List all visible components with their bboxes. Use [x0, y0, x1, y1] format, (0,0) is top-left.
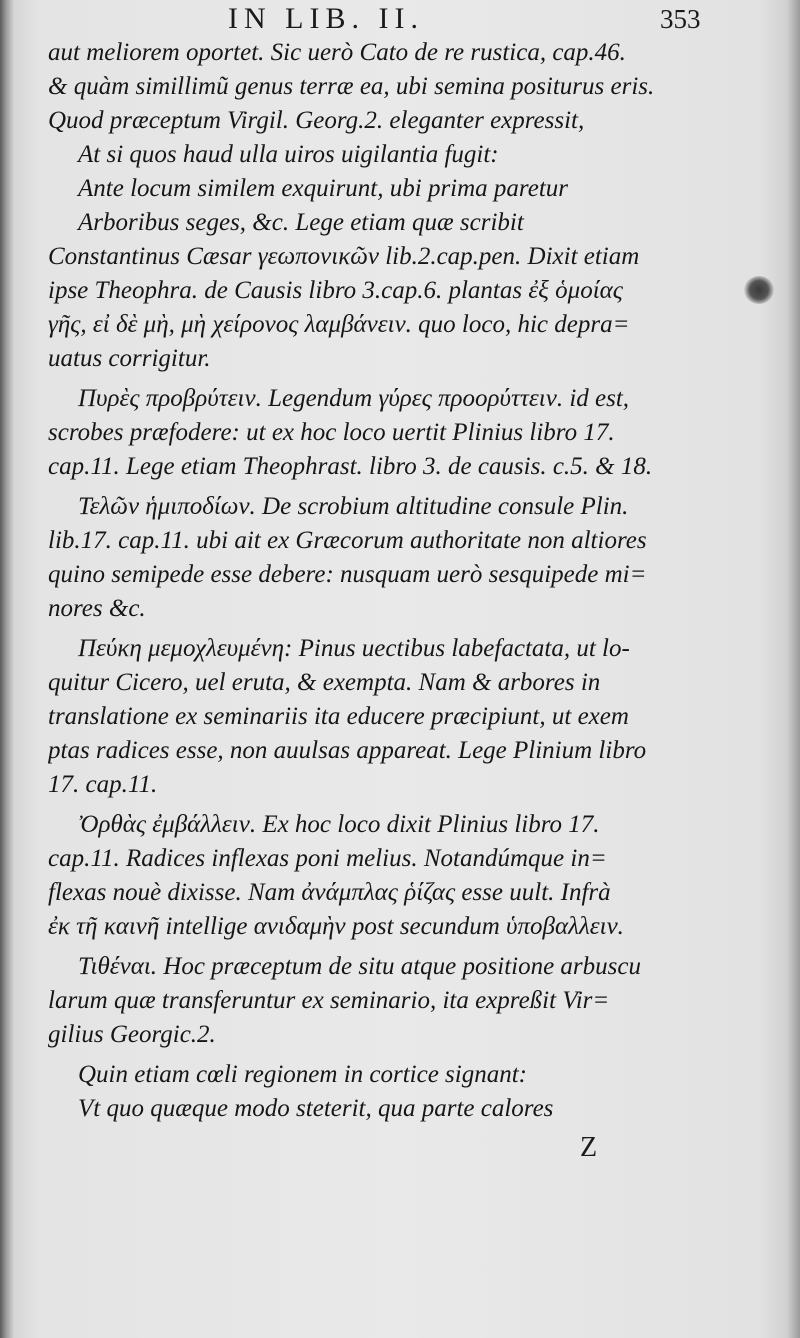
lemma-line: Ὀρθὰς ἐμβάλλειν. Ex hoc loco dixit Plinius libro 17.: [78, 811, 600, 838]
text-line: ptas radices esse, non auulsas appareat. Lege Plinium libro: [48, 737, 647, 764]
text-line: cap.11. Radices inflexas poni melius. Notandúmque in=: [48, 845, 607, 872]
text-line: flexas nouè dixisse. Nam ἀνάμπλας ῥίζας esse uult. Infrà: [48, 879, 611, 906]
verse-line: Quin etiam cœli regionem in cortice signant:: [78, 1061, 527, 1088]
text-line: 17. cap.11.: [48, 771, 158, 798]
verse-line: At si quos haud ulla uiros uigilantia fugit:: [78, 141, 499, 168]
body-text: [48, 36, 718, 1126]
running-head: [0, 0, 800, 36]
text-line: uatus corrigitur.: [48, 345, 211, 372]
verse-line: Ante locum similem exquirunt, ubi prima paretur: [78, 175, 568, 202]
text-line: scrobes præfodere: ut ex hoc loco uertit Plinius libro 17.: [48, 419, 615, 446]
ink-blot: [744, 276, 774, 304]
text-line: lib.17. cap.11. ubi ait ex Græcorum authoritate non altiores: [48, 527, 647, 554]
text-line: Quod præceptum Virgil. Georg.2. eleganter expressit,: [48, 107, 585, 134]
text-line: ipse Theophra. de Causis libro 3.cap.6. plantas ἐξ ὁμοίας: [48, 277, 623, 304]
lemma-line: Πυρὲς προβρύτειν. Legendum γύρες προορύττειν. id est,: [78, 385, 630, 412]
page-edge-shadow: [786, 0, 800, 1338]
text-line: nores &c.: [48, 595, 146, 622]
text-line: cap.11. Lege etiam Theophrast. libro 3. de causis. c.5. & 18.: [48, 453, 653, 480]
page-number: 353: [660, 4, 701, 34]
text-line: quitur Cicero, uel eruta, & exempta. Nam & arbores in: [48, 669, 601, 696]
text-line: quino semipede esse debere: nusquam uerò sesquipede mi=: [48, 561, 647, 588]
text-line: translatione ex seminariis ita educere præcipiunt, ut exem: [48, 703, 629, 730]
verse-line: Vt quo quæque modo steterit, qua parte calores: [78, 1095, 554, 1122]
text-line: ἐκ τῆ καινῆ intellige ανιδαμὴν post secundum ὑποβαλλειν.: [48, 913, 624, 940]
verse-line: Arboribus seges, &c. Lege etiam quæ scribit: [78, 209, 524, 236]
text-line: gilius Georgic.2.: [48, 1021, 216, 1048]
lemma-line: Τιθέναι. Hoc præceptum de situ atque positione arbuscu: [78, 953, 641, 980]
catchword: Z: [580, 1132, 598, 1163]
text-line: γῆς, εἰ δὲ μὴ, μὴ χείρονος λαμβάνειν. quo loco, hic depra=: [48, 311, 630, 338]
text-line: Constantinus Cæsar γεωπονικῶν lib.2.cap.pen. Dixit etiam: [48, 243, 640, 270]
text-line: aut meliorem oportet. Sic uerò Cato de re rustica, cap.46.: [48, 39, 626, 66]
running-head-title: IN LIB. II.: [228, 2, 424, 35]
text-line: & quàm simillimũ genus terræ ea, ubi semina positurus eris.: [48, 73, 655, 100]
lemma-line: Τελῶν ἡμιποδίων. De scrobium altitudine consule Plin.: [78, 493, 629, 520]
text-line: larum quæ transferuntur ex seminario, ita expreßit Vir=: [48, 987, 610, 1014]
lemma-line: Πεύκη μεμοχλευμένη: Pinus uectibus labefactata, ut lo-: [78, 635, 630, 662]
